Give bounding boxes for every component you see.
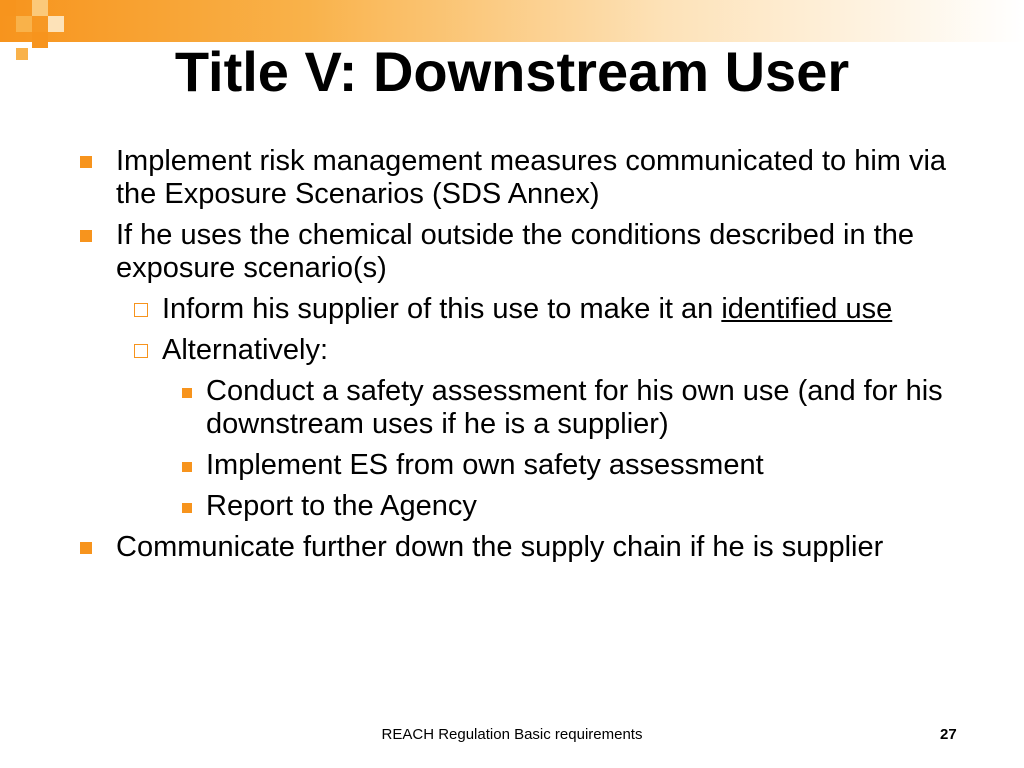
bullet-text: Implement ES from own safety assessment bbox=[206, 449, 764, 481]
bullet-text: Communicate further down the supply chain if he is supplier bbox=[116, 531, 884, 563]
bullet-item bbox=[80, 531, 960, 564]
square-bullet-icon bbox=[80, 156, 92, 168]
square-bullet-icon bbox=[182, 503, 192, 513]
square-bullet-icon bbox=[182, 462, 192, 472]
bullet-text: Implement risk management measures communicated to him via the Exposure Scenarios (SDS Annex) bbox=[116, 145, 947, 210]
bullet-item bbox=[80, 145, 960, 211]
square-bullet-icon bbox=[80, 542, 92, 554]
bullet-text: If he uses the chemical outside the conditions described in the exposure scenario(s) bbox=[116, 219, 914, 284]
bullet-text: Alternatively: bbox=[162, 334, 329, 366]
bullet-text: Report to the Agency bbox=[206, 490, 477, 522]
sub-bullet-item bbox=[80, 293, 960, 326]
sub-bullet-item bbox=[80, 334, 960, 367]
bullet-item bbox=[80, 219, 960, 285]
page-number: 27 bbox=[940, 726, 957, 743]
bullet-text: Inform his supplier of this use to make it an bbox=[162, 293, 714, 325]
decor-square bbox=[32, 0, 48, 16]
footer-text: REACH Regulation Basic requirements bbox=[381, 726, 643, 743]
decor-square bbox=[16, 16, 32, 32]
slide-title: Title V: Downstream User bbox=[174, 40, 850, 103]
decor-square bbox=[48, 16, 64, 32]
sub-sub-bullet-item bbox=[80, 490, 960, 523]
square-bullet-icon bbox=[182, 388, 192, 398]
slide-content bbox=[80, 145, 960, 572]
sub-sub-bullet-item bbox=[80, 375, 960, 441]
bullet-text: Conduct a safety assessment for his own use (and for his downstream uses if he is a supplier) bbox=[206, 375, 943, 440]
hollow-square-bullet-icon bbox=[134, 303, 148, 317]
hollow-square-bullet-icon bbox=[134, 344, 148, 358]
header-gradient-band bbox=[0, 0, 1024, 42]
sub-sub-bullet-item bbox=[80, 449, 960, 482]
identified-use-link: identified use bbox=[721, 293, 893, 325]
square-bullet-icon bbox=[80, 230, 92, 242]
decor-square bbox=[0, 0, 16, 16]
